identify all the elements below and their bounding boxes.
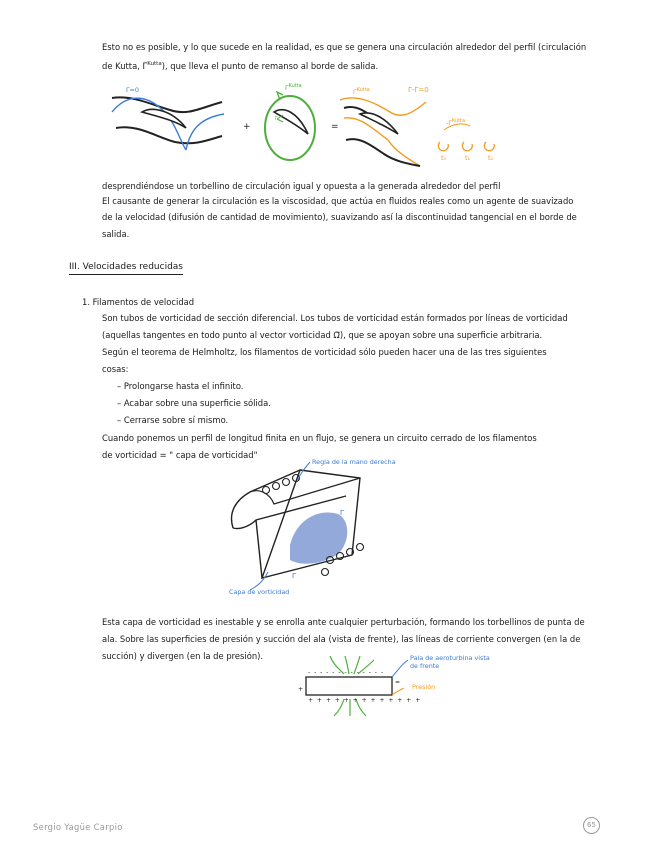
- footer-author: Sergio Yagüe Carpio: [33, 822, 123, 832]
- blade-side-plus: +: [298, 686, 304, 693]
- subsection1-line4: cosas:: [102, 364, 129, 374]
- paragraph1-line1: Esto no es posible, y lo que sucede en la realidad, es que se genera una circulación alrededor del perfil (circulación: [102, 42, 587, 52]
- figure2-gamma-mark: Γ: [340, 509, 344, 517]
- blade-minus-row: - - - - - - - - - - - - -: [308, 669, 385, 676]
- blade-plus-row: + + + + + + + + + + + + +: [308, 697, 422, 704]
- figure1-plus: +: [243, 122, 251, 132]
- blade-side-minus: =: [395, 679, 401, 686]
- figure1-gamma0-label: Γ=0: [126, 86, 139, 94]
- subsection1-heading: 1. Filamentos de velocidad: [82, 297, 195, 307]
- paragraph3-line3: succión) y divergen (en la de presión).: [102, 651, 264, 661]
- figure1-minus-kutta-label: $-\Gamma^{Kutta}$: [446, 118, 466, 128]
- subsection1-line6: de vorticidad = " capa de vorticidad": [102, 450, 258, 460]
- paragraph1-line2-end: ), que lleva el punto de remanso al borde de salida.: [161, 60, 379, 71]
- subsection1-line3: Según el teorema de Helmholtz, los filamentos de vorticidad sólo pueden hacer una de las tres siguientes: [102, 347, 547, 357]
- subsection1-line5: Cuando ponemos un perfil de longitud finita en un flujo, se genera un circuito cerrado de los filamentos: [102, 433, 537, 443]
- figure1-sum-label: Γ-Γ=0: [408, 86, 429, 94]
- subsection1-line2: (aquellas tangentes en todo punto al vector vorticidad Ω⃗), que se apoyan sobre una superficie arbitraria.: [102, 330, 543, 340]
- paragraph3-line1: Esta capa de vorticidad es inestable y se enrolla ante cualquier perturbación, formando los torbellinos de punta de: [102, 617, 585, 627]
- paragraph2-line2: El causante de generar la circulación es la viscosidad, que actúa en fluidos reales como un agente de suavizado: [102, 196, 574, 206]
- figure2-gamma-mark: Γ: [292, 572, 296, 580]
- figure3-blue-label-line1: Pala de aeroturbina vista: [410, 654, 490, 662]
- paragraph1-line2-start: de Kutta, Γ: [102, 60, 148, 71]
- svg-text:Γ: Γ: [275, 116, 278, 122]
- page-number: 65: [583, 817, 600, 834]
- paragraph3-line2: ala. Sobre las superficies de presión y succión del ala (vista de frente), las líneas de corriente convergen (en la de: [102, 634, 581, 644]
- figure3-blue-label-line2: de frente: [410, 662, 440, 670]
- subsection1-line1: Son tubos de vorticidad de sección diferencial. Los tubos de vorticidad están formados por líneas de vorticidad: [102, 313, 568, 323]
- vortex-label-t1: t₁: [465, 154, 471, 162]
- vortex-label-t0: t₀: [441, 154, 447, 162]
- section3-heading: III. Velocidades reducidas: [69, 262, 183, 275]
- figure1-kutta-orange-label: $\Gamma^{Kutta}$: [353, 87, 370, 97]
- figure1-kutta-green-label: $\Gamma^{Kutta}$: [285, 83, 302, 93]
- bullet-item: – Cerrarse sobre sí mismo.: [117, 415, 229, 425]
- figure2-rule-label: Regla de la mano derecha: [312, 458, 396, 466]
- paragraph2-line1: desprendiéndose un torbellino de circulación igual y opuesta a la generada alrededor del perfil: [102, 181, 501, 191]
- paragraph1-kutta-sup: Kutta: [147, 61, 162, 67]
- figure1-equals: =: [331, 122, 339, 132]
- figure3-orange-label: Presión: [412, 683, 436, 691]
- bullet-item: – Prolongarse hasta el infinito.: [117, 381, 244, 391]
- paragraph2-line3: de la velocidad (difusión de cantidad de movimiento), suavizando así la discontinuidad tangencial en el borde de: [102, 212, 577, 222]
- figure2-layer-label: Capa de vorticidad: [229, 588, 290, 596]
- bullet-item: – Acabar sobre una superficie sólida.: [117, 398, 271, 408]
- vortex-label-t2: t₂: [488, 154, 494, 162]
- paragraph2-line4: salida.: [102, 229, 130, 239]
